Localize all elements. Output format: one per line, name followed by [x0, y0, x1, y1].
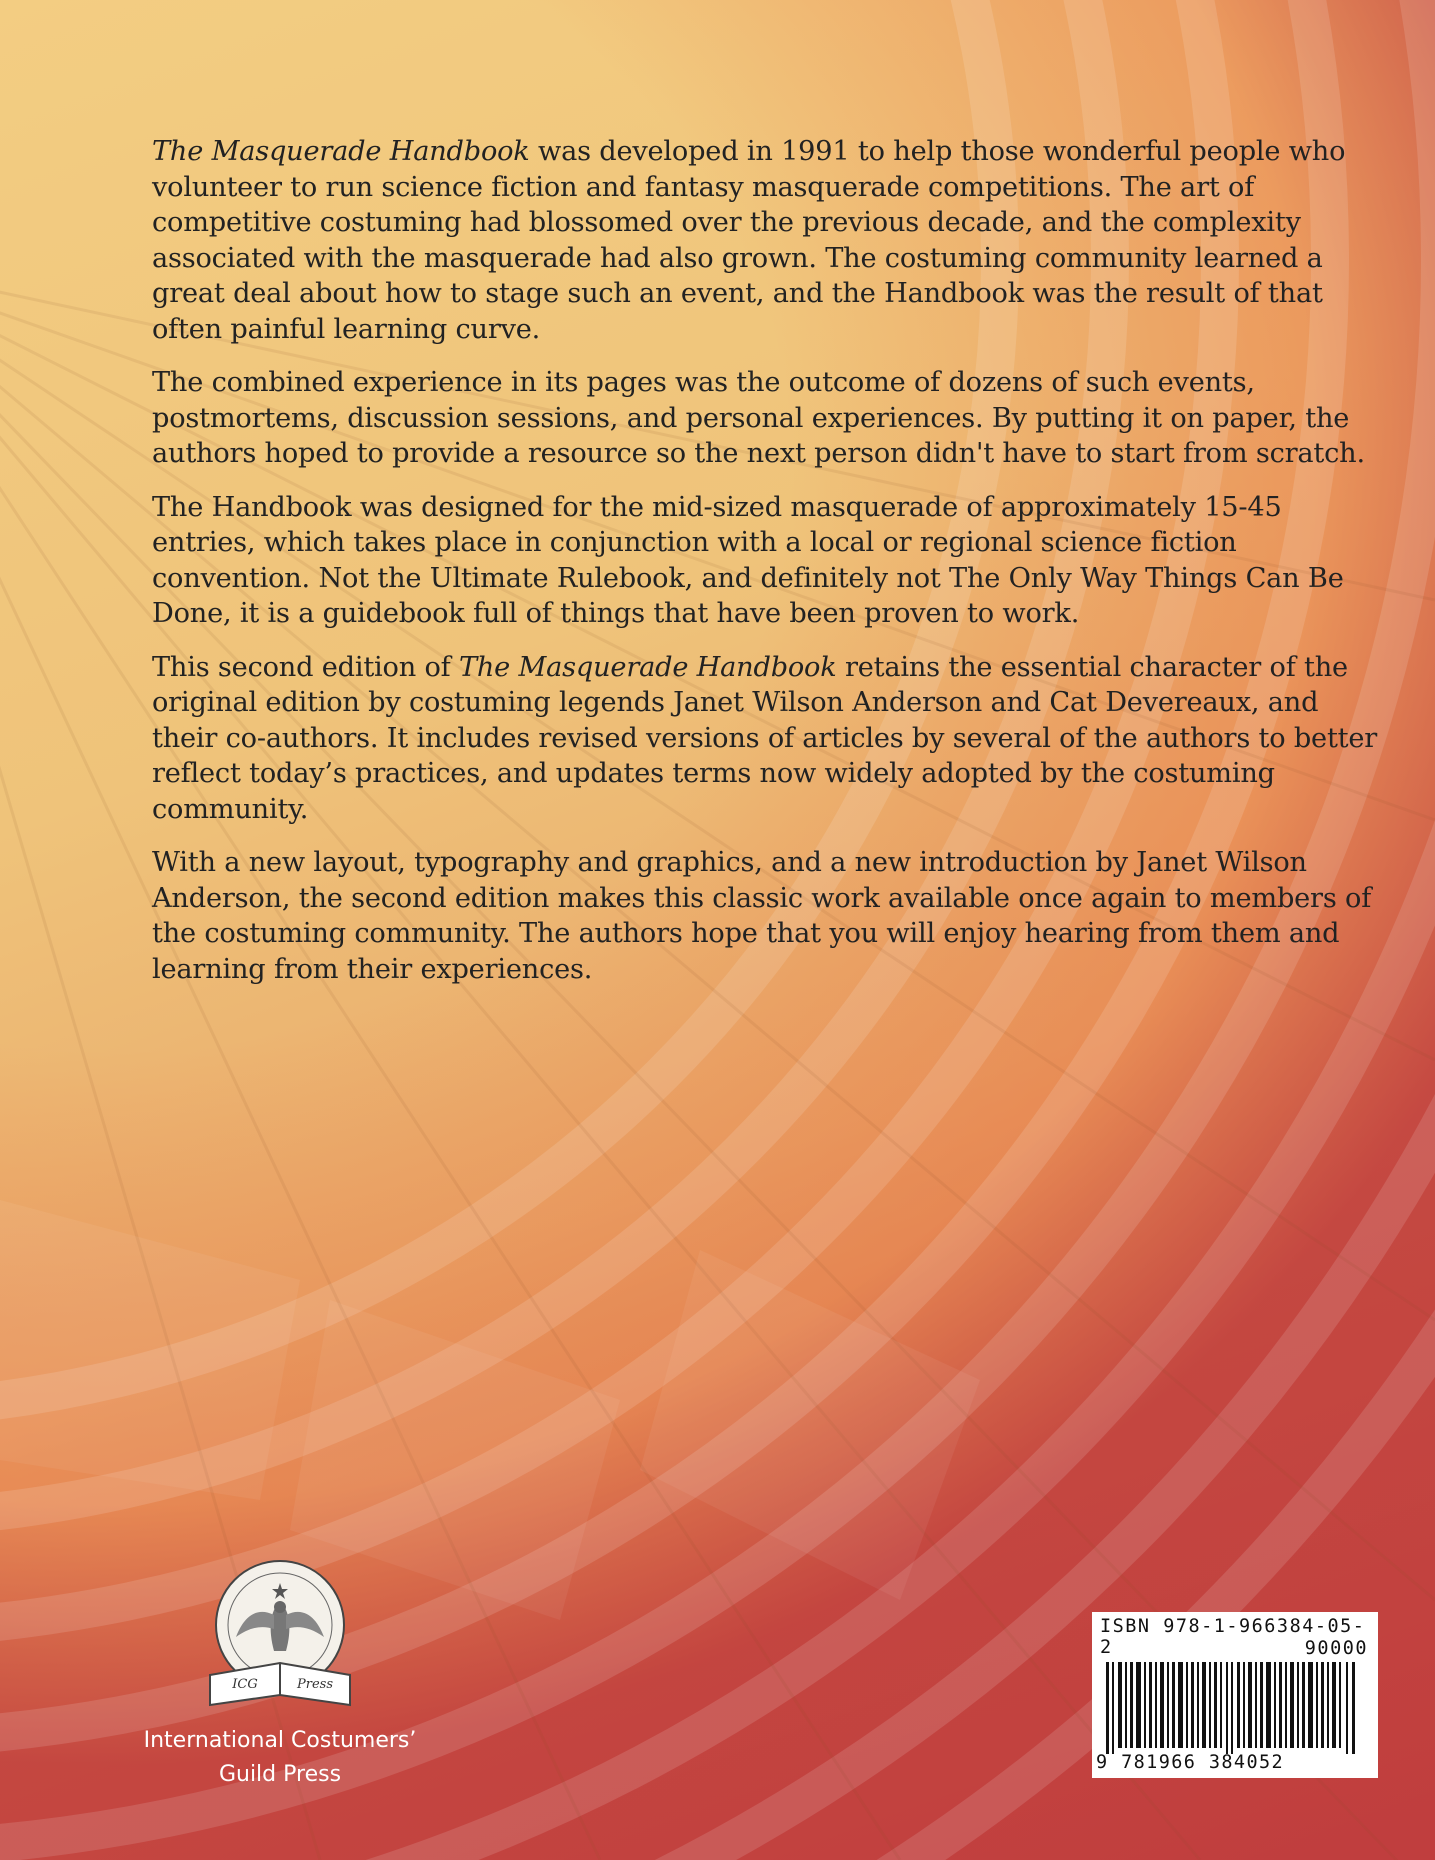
- svg-text:ICG: ICG: [232, 1677, 258, 1692]
- paragraph-1: The Masquerade Handbook was developed in 1991 to help those wonderful people who volunteer to run science fiction and fantasy masquerade competitions. The art of competitive costuming had blossomed over the previous decade, and the complexity associated with the masquerade had also grown. The costuming community learned a great deal about how to stage such an event, and the Handbook was the result of that often painful learning curve.: [152, 136, 1346, 345]
- paragraph-2: The combined experience in its pages was the outcome of dozens of such events, postmortems, discussion sessions, and personal experiences. By putting it on paper, the authors hoped to provide a resource so the next person didn't have to start from scratch.: [152, 367, 1365, 469]
- ean-digits: 9 781966 384052: [1096, 1752, 1285, 1773]
- icg-press-logo: [130, 1555, 430, 1720]
- paragraph-3: The Handbook was designed for the mid-sized masquerade of approximately 15-45 entries, which takes place in conjunction with a local or regional science fiction convention. Not the Ultimate Rulebook, and definitely not The Only Way Things Can Be Done, it is a guidebook full of things that have been proven to work.: [152, 491, 1344, 629]
- paragraph-4: This second edition of The Masquerade Handbook retains the essential character of the original edition by costuming legends Janet Wilson Anderson and Cat Devereaux, and their co-authors. It includes revised versions of articles by several of the authors to better reflect today’s practices, and updates terms now widely adopted by the costuming community.: [152, 651, 1378, 825]
- paragraph-5: With a new layout, typography and graphics, and a new introduction by Janet Wilson Anderson, the second edition makes this classic work available once again to members of the costuming community. The authors hope that you will enjoy hearing from them and learning from their experiences.: [152, 847, 1372, 985]
- barcode-bars: [1098, 1662, 1372, 1754]
- svg-text:Press: Press: [297, 1677, 333, 1692]
- icg-seal-icon: [190, 1555, 370, 1720]
- publisher-name: International Costumers’ Guild Press: [143, 1728, 417, 1787]
- blurb-text: [152, 134, 1382, 1005]
- price-code: 90000: [1304, 1638, 1368, 1659]
- isbn-barcode: [1092, 1612, 1378, 1778]
- isbn-number: ISBN 978-1-966384-05-2: [1100, 1616, 1366, 1658]
